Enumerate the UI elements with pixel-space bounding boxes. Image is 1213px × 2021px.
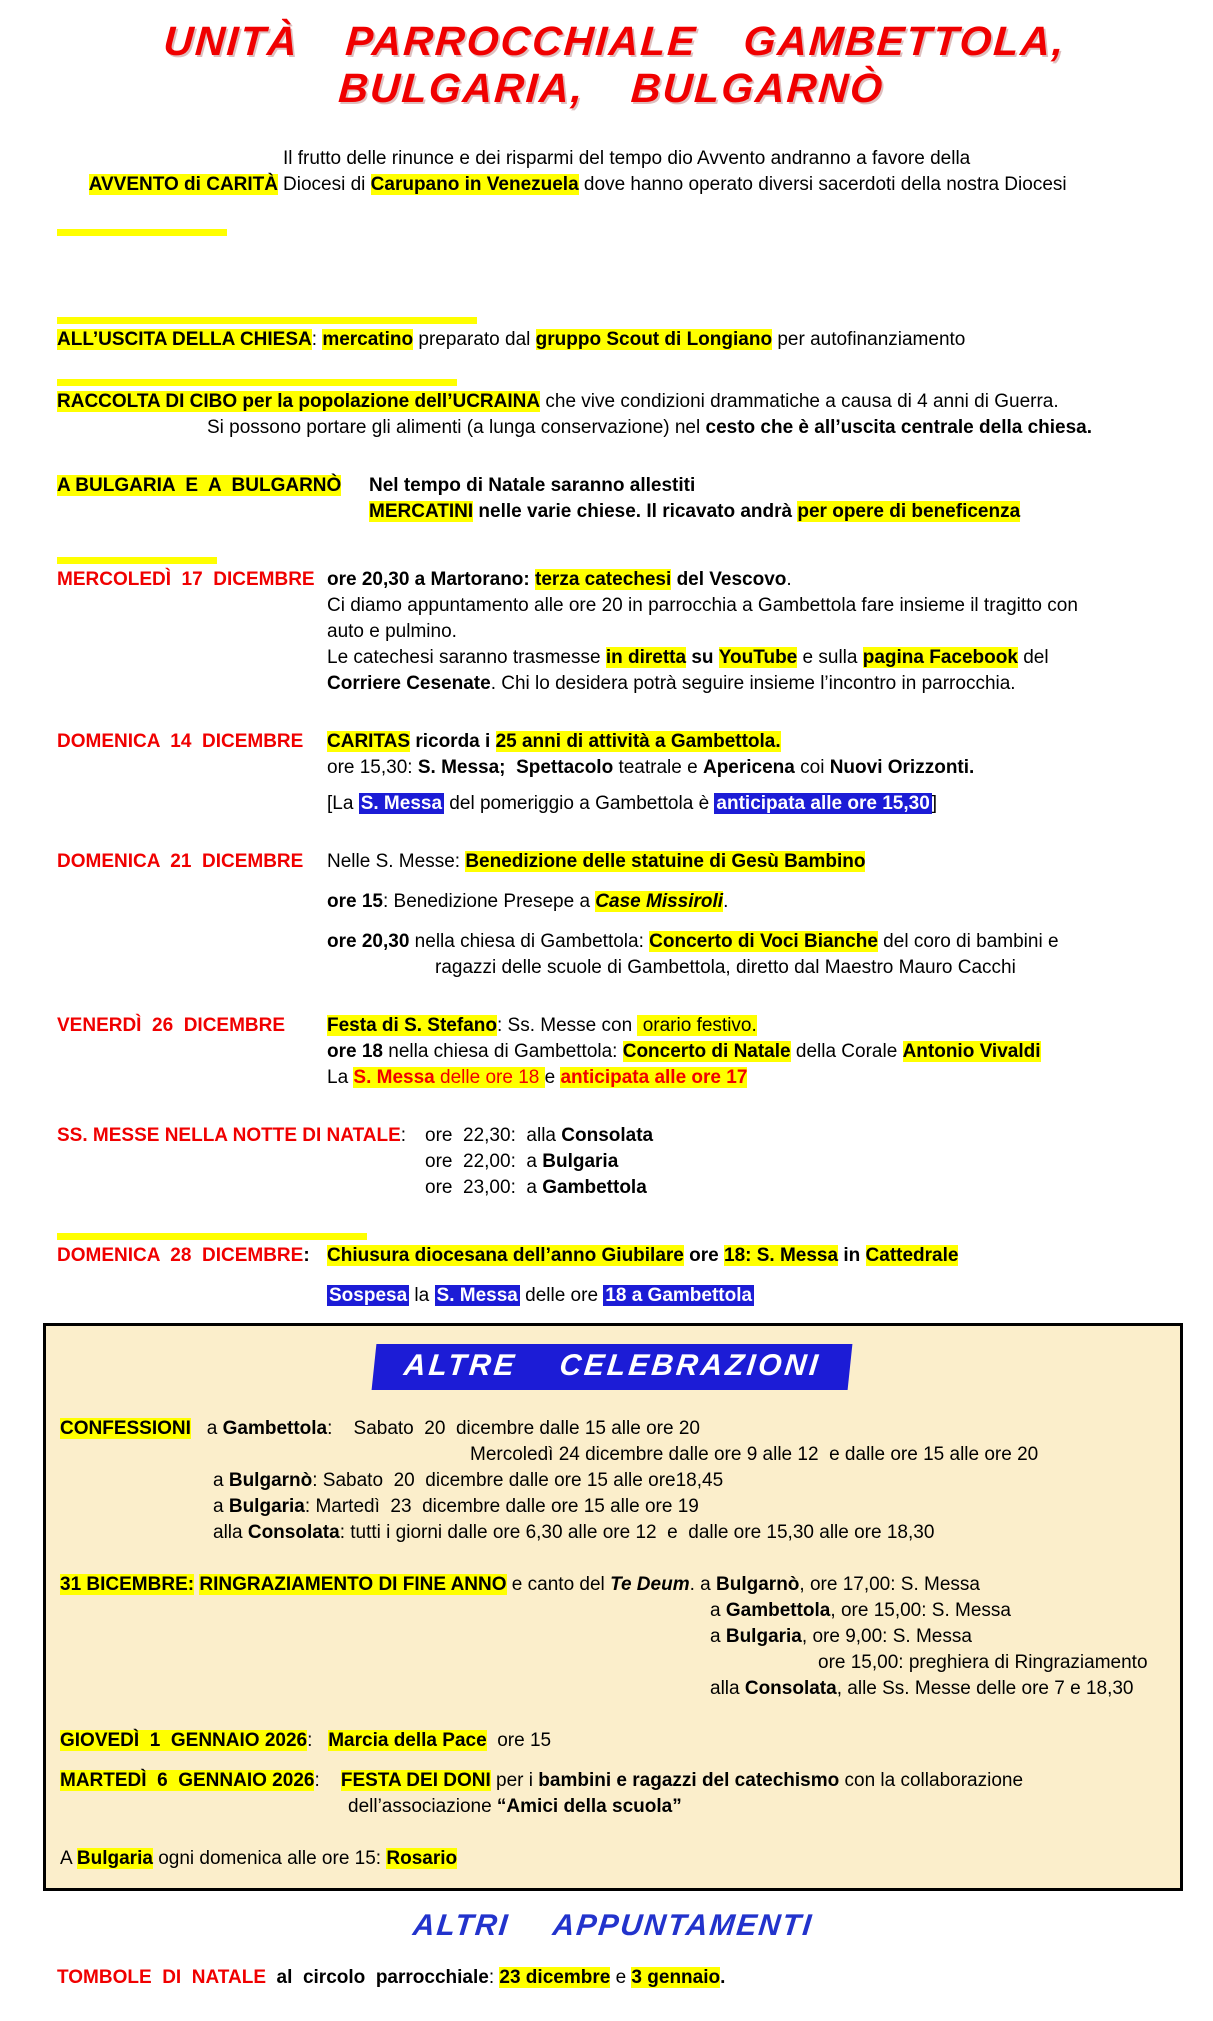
section-content [327, 567, 1169, 697]
text-line: ore 22,00: a Bulgaria [425, 1151, 619, 1172]
section-bulgaria-bulgarno [57, 473, 1169, 525]
text-line: CONFESSIONI a Gambettola: Sabato 20 dicembre dalle 15 alle ore 20 [60, 1418, 700, 1439]
section-content [369, 473, 1169, 525]
text-line: auto e pulmino. [327, 621, 457, 642]
text-line: ore 15,30: S. Messa; Spettacolo teatrale e Apericena coi Nuovi Orizzonti. [327, 757, 975, 778]
text-line: a Bulgaria: Martedì 23 dicembre dalle ore 15 alle ore 19 [213, 1496, 699, 1517]
section-content [327, 1243, 1169, 1309]
text-line: 31 BICEMBRE: RINGRAZIAMENTO DI FINE ANNO e canto del Te Deum. a Bulgarnò, ore 17,00: S. Messa [60, 1574, 980, 1595]
box-title-wrap [60, 1344, 1164, 1390]
text-line: Nelle S. Messe: Benedizione delle statuine di Gesù Bambino [327, 851, 866, 872]
section-martedi-6-gennaio [60, 1768, 1164, 1820]
text-line: La S. Messa delle ore 18 e anticipata alle ore 17 [327, 1067, 748, 1088]
text-line: Chiusura diocesana dell’anno Giubilare ore 18: S. Messa in Cattedrale [327, 1245, 959, 1266]
text-line: a Gambettola, ore 15,00: S. Messa [710, 1600, 1011, 1621]
highlight-strip [57, 557, 217, 564]
text-line: ore 23,00: a Gambettola [425, 1177, 647, 1198]
text-line: ore 20,30 nella chiesa di Gambettola: Concerto di Voci Bianche del coro di bambini e [327, 931, 1059, 952]
footer-title: ALTRI APPUNTAMENTI [411, 1909, 815, 1942]
section-label: DOMENICA 14 DICEMBRE [57, 731, 304, 752]
text-line: MARTEDÌ 6 GENNAIO 2026: FESTA DEI DONI per i bambini e ragazzi del catechismo con la collaborazione [60, 1770, 1024, 1791]
section-domenica-21 [57, 849, 1169, 981]
text-line: RACCOLTA DI CIBO per la popolazione dell’UCRAINA che vive condizioni drammatiche a causa di 4 anni di Guerra. [57, 391, 1059, 412]
section-content [283, 146, 1169, 198]
section-31-dicembre [60, 1572, 1164, 1702]
section-mercoledi-17 [57, 567, 1169, 697]
section-domenica-14 [57, 729, 1169, 817]
section-confessioni [60, 1416, 1164, 1546]
text-line: ragazzi delle scuole di Gambettola, diretto dal Maestro Mauro Cacchi [435, 957, 1016, 978]
section-label: VENERDÌ 26 DICEMBRE [57, 1015, 286, 1036]
text-line: [La S. Messa del pomeriggio a Gambettola è anticipata alle ore 15,30 ] [327, 793, 938, 814]
text-line: Diocesi di Carupano in Venezuela dove hanno operato diversi sacerdoti della nostra Diocesi [283, 174, 1067, 195]
text-line: Le catechesi saranno trasmesse in diretta su YouTube e sulla pagina Facebook del [327, 647, 1049, 668]
text-line: dell’associazione “Amici della scuola” [348, 1796, 682, 1817]
section-raccolta [57, 389, 1169, 441]
section-avvento [57, 146, 1169, 291]
text-line: ore 20,30 a Martorano: terza catechesi del Vescovo. [327, 569, 792, 590]
section-content [327, 1013, 1169, 1091]
section-venerdi-26 [57, 1013, 1169, 1091]
text-line: Si possono portare gli alimenti (a lunga conservazione) nel cesto che è all’uscita centrale della chiesa. [207, 417, 1093, 438]
highlight-strip [57, 1233, 367, 1240]
text-line: Festa di S. Stefano: Ss. Messe con orario festivo. [327, 1015, 757, 1036]
highlight-strip [57, 229, 227, 236]
box-title: ALTRE CELEBRAZIONI [371, 1344, 852, 1390]
text-line: Il frutto delle rinunce e dei risparmi del tempo dio Avvento andranno a favore della [283, 148, 971, 169]
section-content [425, 1123, 1169, 1201]
section-label: DOMENICA 28 DICEMBRE: [57, 1245, 310, 1266]
text-line: alla Consolata: tutti i giorni dalle ore 6,30 alle ore 12 e dalle ore 15,30 alle ore 18,30 [213, 1522, 935, 1543]
section-label: DOMENICA 21 DICEMBRE [57, 851, 304, 872]
section-alluscita: ALL’USCITA DELLA CHIESA: mercatino preparato dal gruppo Scout di Longiano per autofinanziamento [57, 329, 966, 350]
section-giovedi-1-gennaio: GIOVEDÌ 1 GENNAIO 2026: Marcia della Pace ore 15 [60, 1730, 552, 1751]
text-line: a Bulgaria, ore 9,00: S. Messa [710, 1626, 972, 1647]
section-ss-messe-notte-natale [57, 1123, 1169, 1201]
text-line: ore 15,00: preghiera di Ringraziamento [818, 1652, 1148, 1673]
page-title: UNITÀ PARROCCHIALE GAMBETTOLA, BULGARIA, BULGARNÒ [162, 18, 1115, 111]
text-line: ore 22,30: alla Consolata [425, 1125, 654, 1146]
label-text: AVVENTO di CARITÀ [88, 174, 278, 195]
text-line: ore 15: Benedizione Presepe a Case Missiroli. [327, 891, 729, 912]
section-label: MERCOLEDÌ 17 DICEMBRE [57, 569, 315, 590]
highlight-strip [57, 379, 457, 386]
celebrations-box [43, 1323, 1183, 1891]
text-line: ore 18 nella chiesa di Gambettola: Concerto di Natale della Corale Antonio Vivaldi [327, 1041, 1041, 1062]
text-line: MERCATINI nelle varie chiese. Il ricavato andrà per opere di beneficenza [369, 501, 1021, 522]
text-line: Mercoledì 24 dicembre dalle ore 9 alle 12 e dalle ore 15 alle ore 20 [470, 1444, 1039, 1465]
text-line: Corriere Cesenate. Chi lo desidera potrà seguire insieme l’incontro in parrocchia. [327, 673, 1016, 694]
text-line: a Bulgarnò: Sabato 20 dicembre dalle ore 15 alle ore18,45 [213, 1470, 724, 1491]
section-label [57, 146, 283, 291]
section-label: SS. MESSE NELLA NOTTE DI NATALE: [57, 1125, 417, 1146]
text-line: CARITAS ricorda i 25 anni di attività a Gambettola. [327, 731, 781, 752]
text-line: alla Consolata, alle Ss. Messe delle ore 7 e 18,30 [710, 1678, 1134, 1699]
text-line: Ci diamo appuntamento alle ore 20 in parrocchia a Gambettola fare insieme il tragitto con [327, 595, 1078, 616]
section-rosario: A Bulgaria ogni domenica alle ore 15: Rosario [60, 1848, 458, 1869]
text-line: Nel tempo di Natale saranno allestiti [369, 475, 696, 496]
section-content [327, 729, 1169, 817]
highlight-strip [57, 317, 477, 324]
section-domenica-28 [57, 1243, 1169, 1309]
section-content [327, 849, 1169, 981]
section-label: A BULGARIA E A BULGARNÒ [57, 475, 342, 496]
section-tombole: TOMBOLE DI NATALE al circolo parrocchiale: 23 dicembre e 3 gennaio. [57, 1967, 726, 1988]
text-line: Sospesa la S. Messa delle ore 18 a Gambettola [329, 1285, 753, 1306]
